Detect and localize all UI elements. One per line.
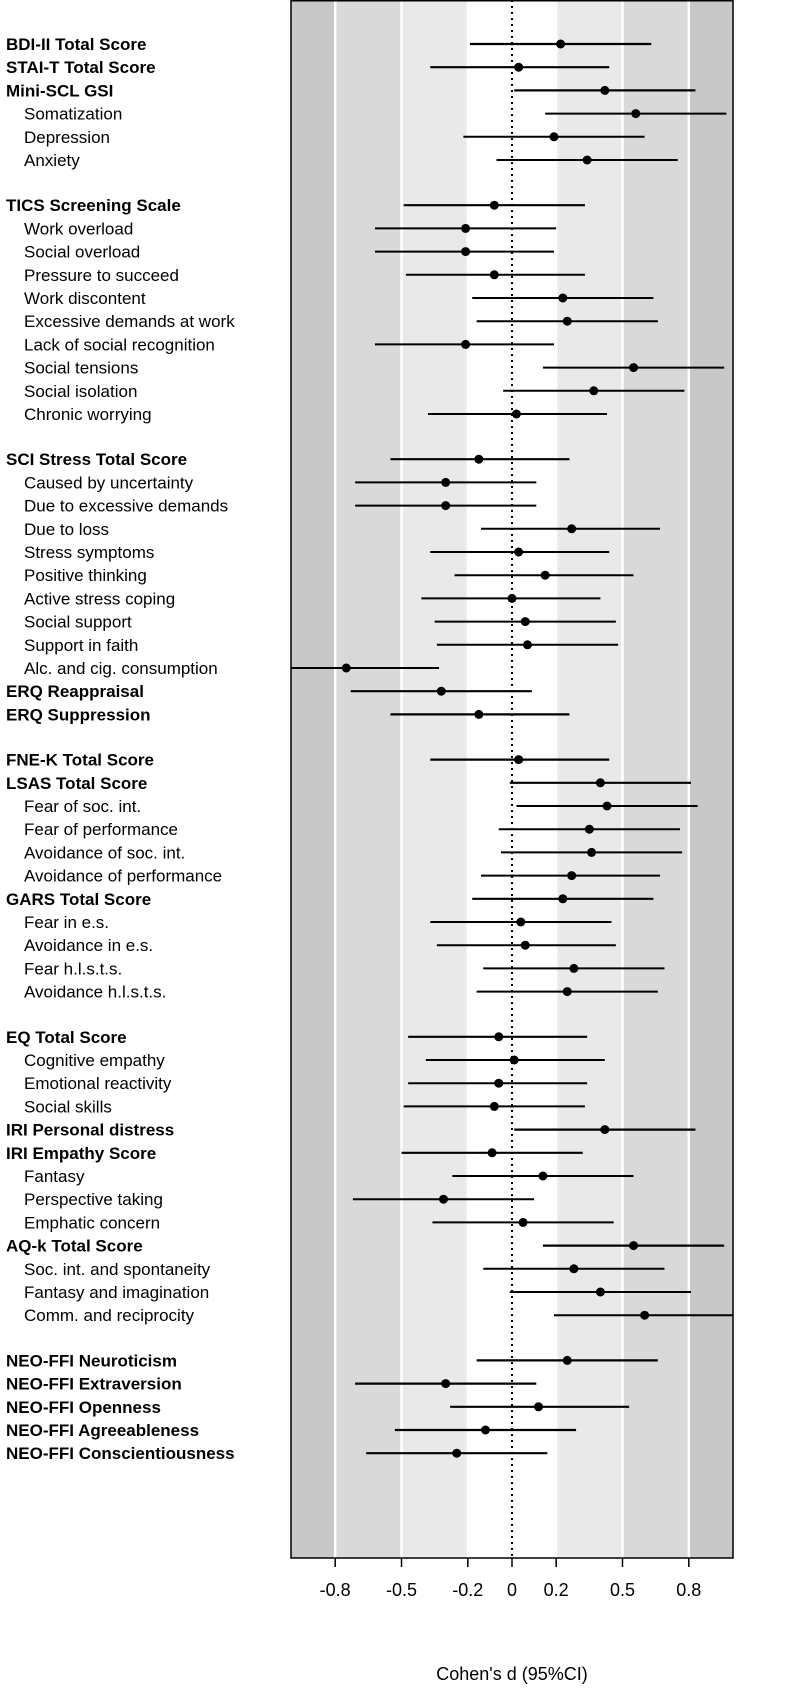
row-label-43: IRI Personal distress: [6, 1120, 175, 1140]
row-label-4: Depression: [24, 127, 110, 147]
point-56: [452, 1449, 461, 1458]
x-tick-label-6: 0.8: [676, 1580, 702, 1600]
point-52: [563, 1356, 572, 1365]
row-label-14: Social isolation: [24, 381, 138, 401]
band-4: [556, 0, 622, 1558]
point-43: [600, 1125, 609, 1134]
row-label-8: Social overload: [24, 242, 141, 262]
row-label-1: STAI-T Total Score: [6, 58, 156, 78]
row-label-47: Emphatic concern: [24, 1213, 161, 1233]
row-label-6: TICS Screening Scale: [6, 196, 181, 216]
row-label-45: Fantasy: [24, 1167, 85, 1186]
row-label-40: Cognitive empathy: [24, 1051, 165, 1070]
point-0: [556, 40, 565, 49]
x-tick-label-4: 0.2: [543, 1580, 569, 1600]
row-label-38: Avoidance h.l.s.t.s.: [24, 982, 167, 1002]
row-label-16: SCI Stress Total Score: [6, 450, 188, 470]
point-19: [567, 524, 576, 533]
row-label-17: Caused by uncertainty: [24, 473, 194, 493]
row-label-3: Somatization: [24, 104, 123, 124]
row-label-51: Comm. and reciprocity: [24, 1306, 195, 1326]
point-44: [488, 1148, 497, 1157]
point-42: [490, 1102, 499, 1111]
row-label-23: Social support: [24, 612, 132, 632]
row-label-37: Fear h.l.s.t.s.: [24, 959, 123, 979]
row-label-33: Avoidance of performance: [24, 866, 223, 886]
point-20: [514, 548, 523, 557]
point-9: [490, 270, 499, 279]
point-18: [441, 501, 450, 510]
row-labels: [6, 35, 235, 1463]
band-5: [623, 0, 689, 1558]
point-45: [538, 1172, 547, 1181]
point-48: [629, 1241, 638, 1250]
point-31: [585, 825, 594, 834]
point-7: [461, 224, 470, 233]
point-29: [596, 778, 605, 787]
row-label-42: Social skills: [24, 1097, 112, 1117]
row-label-28: FNE-K Total Score: [6, 750, 154, 770]
effect-size-bands: [291, 0, 733, 1558]
row-label-29: LSAS Total Score: [6, 773, 148, 793]
row-label-53: NEO-FFI Extraversion: [6, 1374, 182, 1394]
band-2: [402, 0, 468, 1558]
row-label-5: Anxiety: [24, 151, 80, 170]
row-label-18: Due to excessive demands: [24, 496, 229, 516]
point-30: [603, 802, 612, 811]
row-label-7: Work overload: [24, 219, 134, 239]
point-47: [519, 1218, 528, 1227]
point-34: [558, 894, 567, 903]
row-label-25: Alc. and cig. consumption: [24, 659, 218, 678]
row-label-36: Avoidance in e.s.: [24, 936, 154, 956]
point-22: [508, 594, 517, 603]
point-5: [583, 156, 592, 165]
row-label-31: Fear of performance: [24, 820, 179, 840]
point-13: [629, 363, 638, 372]
row-label-46: Perspective taking: [24, 1190, 163, 1210]
row-label-10: Work discontent: [24, 289, 146, 308]
row-label-41: Emotional reactivity: [24, 1074, 172, 1094]
row-label-49: Soc. int. and spontaneity: [24, 1259, 211, 1279]
point-12: [461, 340, 470, 349]
row-label-2: Mini-SCL GSI: [6, 81, 114, 101]
point-26: [437, 687, 446, 696]
point-39: [494, 1032, 503, 1041]
row-label-32: Avoidance of soc. int.: [24, 843, 186, 863]
row-label-48: AQ-k Total Score: [6, 1236, 143, 1256]
row-label-30: Fear of soc. int.: [24, 797, 142, 816]
point-40: [510, 1056, 519, 1065]
point-8: [461, 247, 470, 256]
point-38: [563, 987, 572, 996]
row-label-35: Fear in e.s.: [24, 913, 110, 932]
point-54: [534, 1402, 543, 1411]
band-3: [468, 0, 556, 1558]
row-label-13: Social tensions: [24, 358, 139, 378]
point-3: [631, 109, 640, 118]
band-1: [335, 0, 401, 1558]
x-tick-label-3: 0: [506, 1580, 518, 1600]
point-1: [514, 63, 523, 72]
row-label-50: Fantasy and imagination: [24, 1283, 210, 1302]
point-35: [516, 918, 525, 927]
point-41: [494, 1079, 503, 1088]
point-17: [441, 478, 450, 487]
point-53: [441, 1379, 450, 1388]
point-10: [558, 294, 567, 303]
row-label-44: IRI Empathy Score: [6, 1143, 157, 1163]
point-25: [342, 664, 351, 673]
x-axis-label: Cohen's d (95%CI): [436, 1664, 588, 1684]
point-28: [514, 755, 523, 764]
point-27: [474, 710, 483, 719]
row-label-54: NEO-FFI Openness: [6, 1397, 161, 1417]
point-50: [596, 1288, 605, 1297]
x-tick-label-1: -0.5: [385, 1580, 418, 1600]
point-49: [569, 1264, 578, 1273]
row-label-52: NEO-FFI Neuroticism: [6, 1351, 177, 1371]
point-21: [541, 571, 550, 580]
x-axis: [320, 1558, 702, 1600]
x-tick-label-0: -0.8: [319, 1580, 351, 1600]
row-label-15: Chronic worrying: [24, 405, 152, 424]
band-0: [291, 0, 335, 1558]
point-24: [523, 640, 532, 649]
row-label-39: EQ Total Score: [6, 1027, 127, 1047]
point-16: [474, 455, 483, 464]
row-label-21: Positive thinking: [24, 566, 147, 586]
point-37: [569, 964, 578, 973]
point-2: [600, 86, 609, 95]
row-label-26: ERQ Reappraisal: [6, 682, 144, 702]
point-23: [521, 617, 530, 626]
point-33: [567, 871, 576, 880]
row-label-55: NEO-FFI Agreeableness: [6, 1421, 200, 1440]
point-32: [587, 848, 596, 857]
row-label-9: Pressure to succeed: [24, 265, 179, 285]
row-label-24: Support in faith: [24, 635, 139, 655]
point-15: [512, 410, 521, 419]
row-label-22: Active stress coping: [24, 589, 176, 609]
point-6: [490, 201, 499, 210]
row-label-20: Stress symptoms: [24, 543, 155, 562]
x-tick-label-2: -0.2: [452, 1580, 484, 1600]
point-51: [640, 1311, 649, 1320]
row-label-56: NEO-FFI Conscientiousness: [6, 1444, 235, 1464]
row-label-11: Excessive demands at work: [24, 312, 235, 332]
point-55: [481, 1426, 490, 1435]
row-label-19: Due to loss: [24, 519, 110, 539]
point-11: [563, 317, 572, 326]
row-label-27: ERQ Suppression: [6, 705, 151, 725]
x-tick-label-5: 0.5: [609, 1580, 636, 1600]
point-14: [589, 386, 598, 395]
row-label-34: GARS Total Score: [6, 889, 152, 909]
band-6: [689, 0, 733, 1558]
row-label-12: Lack of social recognition: [24, 335, 215, 355]
row-label-0: BDI-II Total Score: [6, 35, 147, 54]
point-4: [549, 132, 558, 141]
point-46: [439, 1195, 448, 1204]
point-36: [521, 941, 530, 950]
